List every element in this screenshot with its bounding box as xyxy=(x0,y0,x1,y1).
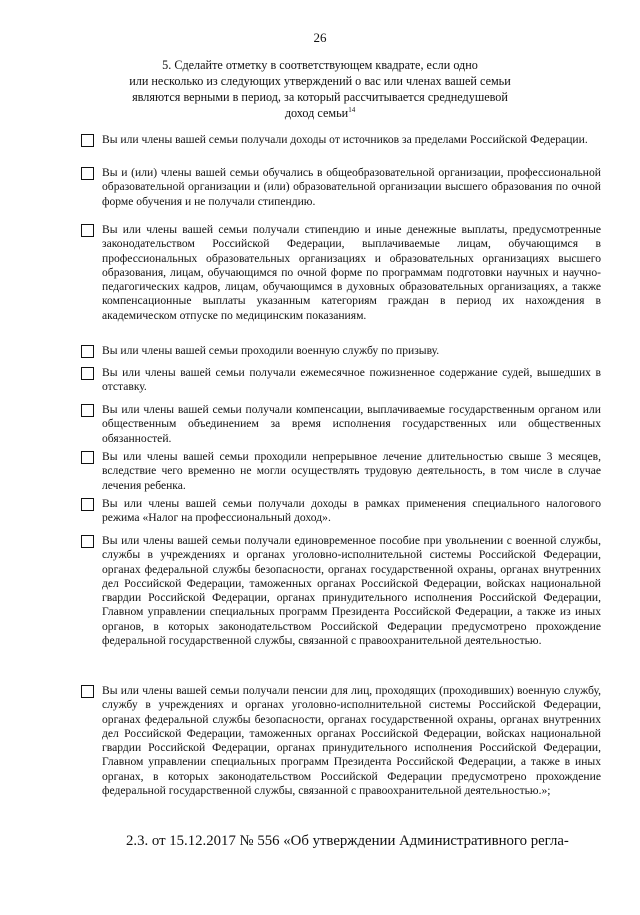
statement-item-9 xyxy=(81,534,601,648)
heading-line-3: являются верными в период, за который рассчитывается среднедушевой xyxy=(132,90,508,104)
statement-checkbox-3[interactable] xyxy=(81,224,94,237)
statement-item-2 xyxy=(81,166,601,209)
statement-checkbox-10[interactable] xyxy=(81,685,94,698)
statement-checkbox-8[interactable] xyxy=(81,498,94,511)
statement-text-1: Вы или члены вашей семьи получали доходы от источников за пределами Российской Федерации. xyxy=(102,133,588,146)
statement-item-3 xyxy=(81,223,601,323)
heading-line-4 xyxy=(100,105,540,121)
statement-item-8 xyxy=(81,497,601,526)
footnote-reference: 14 xyxy=(348,105,356,114)
statement-checkbox-1[interactable] xyxy=(81,134,94,147)
statement-checkbox-6[interactable] xyxy=(81,404,94,417)
heading-line-1: 5. Сделайте отметку в соответствующем квадрате, если одно xyxy=(162,58,478,72)
statement-text-9: Вы или члены вашей семьи получали единовременное пособие при увольнении с военной службы, службы в учреждениях и органах уголовно-исполнительной системы Российской Федерации, органах федеральной службы безопасности, органах государственной охраны, органах внутренних дел Российской Федерации, таможенных органах Российской Федерации, войсках национальной гвардии Российской Федерации, органах принудительного исполнения Российской Федерации, Главном управлении специальных программ Президента Российской Федерации, а также из иных органов, в которых законодательством Российской Федерации предусмотрено прохождение федеральной государственной службы, связанной с правоохранительной деятельностью. xyxy=(102,534,601,648)
heading-line-4-text: доход семьи xyxy=(284,106,349,120)
statement-item-4 xyxy=(81,344,601,358)
statement-text-7: Вы или члены вашей семьи проходили непрерывное лечение длительностью свыше 3 месяцев, вследствие чего временно не могли осуществлять трудовую деятельность, в том числе в случае лечения ребенка. xyxy=(102,450,601,492)
statement-text-10: Вы или члены вашей семьи получали пенсии для лиц, проходящих (проходивших) военную службу, службу в учреждениях и органах уголовно-исполнительной системы Российской Федерации, органах федеральной службы безопасности, органах государственной охраны, органах внутренних дел Российской Федерации, таможенных органах Российской Федерации, войсках национальной гвардии Российской Федерации, органах принудительного исполнения Российской Федерации, Главном управлении специальных программ Президента Российской Федерации, а также в иных органах, в которых законодательством Российской Федерации предусмотрено прохождение федеральной государственной службы, связанной с правоохранительной деятельностью.»; xyxy=(102,684,601,798)
statement-item-5 xyxy=(81,366,601,395)
statement-checkbox-4[interactable] xyxy=(81,345,94,358)
statement-text-4: Вы или члены вашей семьи проходили военную службу по призыву. xyxy=(102,344,440,357)
statement-text-3: Вы или члены вашей семьи получали стипендию и иные денежные выплаты, предусмотренные законодательством Российской Федерации, выплачиваемые лицам, обучающимся в профессиональных образовательных организациях и образовательных организациях высшего образования, лицам, обучающимся по очной форме по программам подготовки научных и научно-педагогических кадров, лицам, обучающимся в духовных образовательных организациях, а также компенсационные выплаты указанным категориям граждан в период их нахождения в академическом отпуске по медицинским показаниям. xyxy=(102,223,601,322)
statement-item-6 xyxy=(81,403,601,446)
statement-item-10 xyxy=(81,684,601,798)
statement-item-7 xyxy=(81,450,601,493)
next-paragraph-line: 2.3. от 15.12.2017 № 556 «Об утверждении Административного регла- xyxy=(126,833,569,849)
statement-text-2: Вы и (или) члены вашей семьи обучались в общеобразовательной организации, профессиональной образовательной организации и (или) образовательной организации высшего образования по очной форме обучения и не получали стипендию. xyxy=(102,166,601,208)
statement-checkbox-2[interactable] xyxy=(81,167,94,180)
statement-checkbox-9[interactable] xyxy=(81,535,94,548)
page-number: 26 xyxy=(313,30,327,45)
statement-text-5: Вы или члены вашей семьи получали ежемесячное пожизненное содержание судей, вышедших в отставку. xyxy=(102,366,601,394)
statement-item-1 xyxy=(81,133,601,147)
statement-text-6: Вы или члены вашей семьи получали компенсации, выплачиваемые государственным органом или общественным объединением за время исполнения государственных или общественных обязанностей. xyxy=(102,403,601,445)
statement-checkbox-5[interactable] xyxy=(81,367,94,380)
statement-text-8: Вы или члены вашей семьи получали доходы в рамках применения специального налогового режима «Налог на профессиональный доход». xyxy=(102,497,601,525)
section-heading xyxy=(100,57,540,121)
statement-checkbox-7[interactable] xyxy=(81,451,94,464)
heading-line-2: или несколько из следующих утверждений о вас или членах вашей семьи xyxy=(129,74,511,88)
